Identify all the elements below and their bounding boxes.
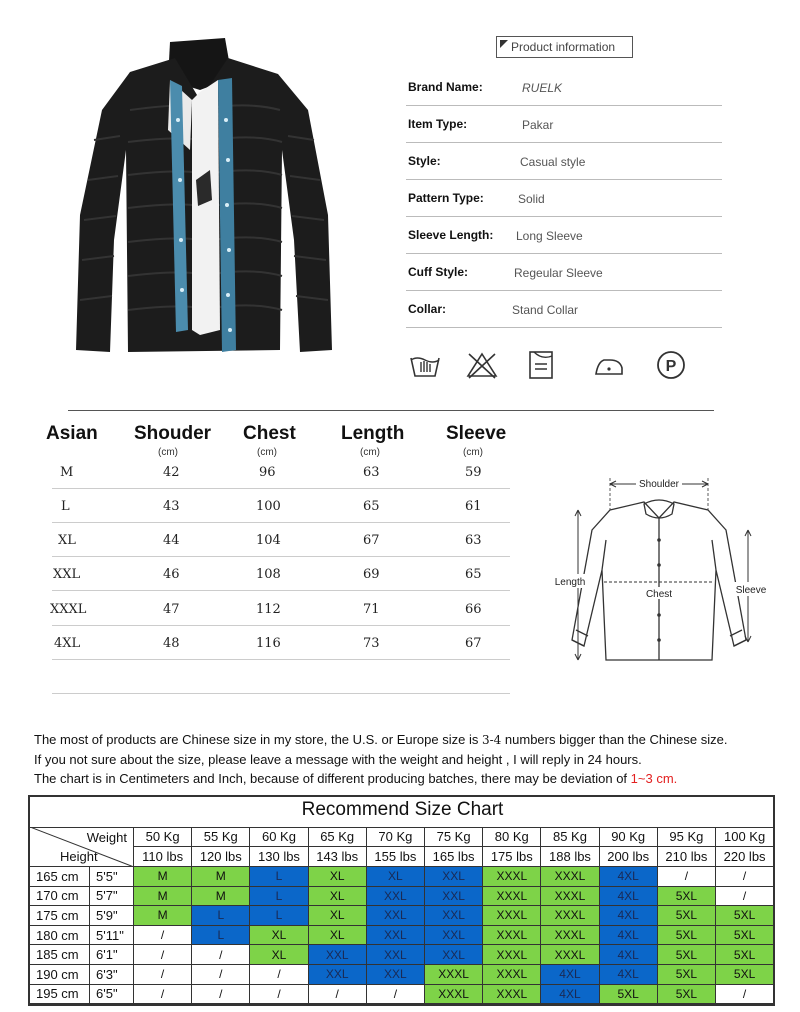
hand-wash-icon bbox=[408, 348, 442, 382]
size-recommendation-cell: XXXL bbox=[483, 887, 541, 907]
size-cell: 67 bbox=[363, 533, 380, 548]
weight-kg-header: 60 Kg bbox=[250, 827, 308, 847]
weight-kg-header: 50 Kg bbox=[134, 827, 192, 847]
size-recommendation-cell: 5XL bbox=[716, 965, 774, 985]
size-recommendation-cell: XL bbox=[309, 887, 367, 907]
height-ft-cell: 5'11" bbox=[90, 926, 134, 946]
weight-label: Weight bbox=[86, 830, 127, 845]
size-cell: 42 bbox=[163, 465, 180, 480]
info-value: Regeular Sleeve bbox=[514, 266, 603, 280]
size-recommendation-cell: / bbox=[658, 867, 716, 887]
info-value: Solid bbox=[518, 192, 545, 206]
weight-kg-header: 75 Kg bbox=[425, 827, 483, 847]
size-recommendation-cell: / bbox=[716, 867, 774, 887]
size-cell: 65 bbox=[363, 499, 380, 514]
weight-kg-header: 95 Kg bbox=[658, 827, 716, 847]
size-cell: 112 bbox=[256, 602, 281, 617]
size-cell: 59 bbox=[465, 465, 482, 480]
note-text: The most of products are Chinese size in my store, the U.S. or Europe size is bbox=[34, 732, 482, 747]
size-recommendation-cell: 4XL bbox=[600, 965, 658, 985]
height-ft-cell: 5'5" bbox=[90, 867, 134, 887]
size-recommendation-cell: XXL bbox=[425, 945, 483, 965]
size-recommendation-cell: 5XL bbox=[658, 887, 716, 907]
size-recommendation-cell: 5XL bbox=[658, 945, 716, 965]
col-header-length: Length bbox=[341, 423, 405, 444]
size-recommendation-cell: XXXL bbox=[541, 926, 599, 946]
unit-label: (cm) bbox=[158, 447, 178, 458]
height-ft-cell: 6'5" bbox=[90, 985, 134, 1005]
size-recommendation-cell: XXXL bbox=[541, 906, 599, 926]
size-cell: 65 bbox=[465, 567, 482, 582]
info-value: Casual style bbox=[520, 155, 586, 169]
height-cm-cell: 185 cm bbox=[30, 945, 90, 965]
height-label: Height bbox=[60, 849, 98, 864]
row-divider bbox=[52, 590, 510, 591]
no-bleach-icon bbox=[465, 348, 499, 382]
size-cell: 63 bbox=[363, 465, 380, 480]
size-recommendation-cell: / bbox=[134, 945, 192, 965]
corner-mark-icon bbox=[500, 40, 508, 48]
size-recommendation-cell: XXXL bbox=[541, 945, 599, 965]
shoulder-label: Shoulder bbox=[638, 479, 680, 490]
size-recommendation-cell: M bbox=[134, 867, 192, 887]
size-recommendation-cell: 4XL bbox=[600, 926, 658, 946]
info-key: Brand Name: bbox=[408, 80, 483, 94]
size-recommendation-cell: L bbox=[250, 906, 308, 926]
size-recommendation-cell: 5XL bbox=[658, 906, 716, 926]
size-cell: 61 bbox=[465, 499, 482, 514]
size-recommendation-cell: / bbox=[309, 985, 367, 1005]
height-cm-cell: 170 cm bbox=[30, 887, 90, 907]
weight-lbs-header: 188 lbs bbox=[541, 847, 599, 867]
size-recommendation-cell: 5XL bbox=[716, 945, 774, 965]
height-cm-cell: 195 cm bbox=[30, 985, 90, 1005]
height-cm-cell: 190 cm bbox=[30, 965, 90, 985]
weight-lbs-header: 143 lbs bbox=[309, 847, 367, 867]
height-ft-cell: 6'3" bbox=[90, 965, 134, 985]
size-recommendation-cell: 4XL bbox=[600, 867, 658, 887]
section-divider bbox=[68, 410, 714, 411]
size-cell: XXXL bbox=[50, 602, 87, 617]
size-recommendation-cell: XXXL bbox=[483, 926, 541, 946]
row-divider bbox=[52, 522, 510, 523]
size-recommendation-cell: M bbox=[134, 887, 192, 907]
size-recommendation-cell: 4XL bbox=[541, 965, 599, 985]
note-number: 3-4 bbox=[481, 733, 502, 747]
size-cell: 46 bbox=[163, 567, 180, 582]
weight-lbs-header: 200 lbs bbox=[600, 847, 658, 867]
info-value: Pakar bbox=[522, 118, 554, 132]
unit-label: (cm) bbox=[463, 447, 483, 458]
size-cell: 66 bbox=[465, 602, 482, 617]
row-divider bbox=[52, 488, 510, 489]
weight-lbs-header: 130 lbs bbox=[250, 847, 308, 867]
info-key: Pattern Type: bbox=[408, 191, 484, 205]
info-key: Sleeve Length: bbox=[408, 228, 494, 242]
size-recommendation-cell: 4XL bbox=[600, 906, 658, 926]
recommend-chart-title: Recommend Size Chart bbox=[301, 799, 504, 820]
col-header-chest: Chest bbox=[243, 423, 296, 444]
info-key: Style: bbox=[408, 154, 441, 168]
note-text: The chart is in Centimeters and Inch, because of different producing batches, there may be deviation of bbox=[34, 771, 631, 786]
size-recommendation-cell: XXL bbox=[309, 945, 367, 965]
recommend-size-chart bbox=[28, 795, 775, 1006]
size-recommendation-cell: XXXL bbox=[425, 965, 483, 985]
size-recommendation-cell: XXL bbox=[367, 906, 425, 926]
size-recommendation-cell: XXXL bbox=[425, 985, 483, 1005]
size-recommendation-cell: L bbox=[192, 926, 250, 946]
size-recommendation-cell: XXL bbox=[367, 887, 425, 907]
info-value: RUELK bbox=[522, 81, 563, 95]
weight-lbs-header: 220 lbs bbox=[716, 847, 774, 867]
info-value: Long Sleeve bbox=[516, 229, 583, 243]
size-cell: 63 bbox=[465, 533, 482, 548]
size-cell: 71 bbox=[363, 602, 380, 617]
info-row-collar bbox=[406, 291, 722, 328]
size-recommendation-cell: M bbox=[192, 887, 250, 907]
size-recommendation-cell: XXXL bbox=[483, 985, 541, 1005]
size-recommendation-cell: / bbox=[192, 945, 250, 965]
size-note-line-2: If you not sure about the size, please leave a message with the weight and height , I will reply in 24 hours. bbox=[34, 752, 642, 767]
size-recommendation-cell: XXL bbox=[425, 867, 483, 887]
size-recommendation-cell: XL bbox=[250, 945, 308, 965]
weight-kg-header: 85 Kg bbox=[541, 827, 599, 847]
size-recommendation-cell: 5XL bbox=[716, 926, 774, 946]
dry-clean-icon bbox=[654, 348, 688, 382]
size-recommendation-cell: XXXL bbox=[541, 867, 599, 887]
size-recommendation-cell: L bbox=[250, 867, 308, 887]
size-recommendation-cell: 4XL bbox=[600, 887, 658, 907]
weight-kg-header: 55 Kg bbox=[192, 827, 250, 847]
height-ft-cell: 5'9" bbox=[90, 906, 134, 926]
size-recommendation-cell: / bbox=[192, 985, 250, 1005]
iron-icon bbox=[592, 348, 626, 382]
size-recommendation-cell: / bbox=[134, 965, 192, 985]
size-recommendation-cell: XXL bbox=[367, 945, 425, 965]
size-recommendation-cell: / bbox=[250, 985, 308, 1005]
size-recommendation-cell: / bbox=[134, 985, 192, 1005]
note-text: numbers bigger than the Chinese size. bbox=[501, 732, 728, 747]
info-key: Item Type: bbox=[408, 117, 468, 131]
unit-label: (cm) bbox=[257, 447, 277, 458]
weight-kg-header: 65 Kg bbox=[309, 827, 367, 847]
size-recommendation-cell: XXL bbox=[425, 887, 483, 907]
height-ft-cell: 5'7" bbox=[90, 887, 134, 907]
size-recommendation-cell: XL bbox=[309, 926, 367, 946]
col-header-shoulder: Shouder bbox=[134, 423, 212, 444]
size-cell: XXL bbox=[53, 567, 81, 582]
size-recommendation-cell: M bbox=[192, 867, 250, 887]
sleeve-label: Sleeve bbox=[735, 585, 767, 596]
size-cell: 47 bbox=[163, 602, 180, 617]
row-divider bbox=[52, 659, 510, 660]
info-key: Cuff Style: bbox=[408, 265, 468, 279]
info-row-brand bbox=[406, 69, 722, 106]
size-cell: 67 bbox=[465, 636, 482, 651]
row-divider bbox=[52, 556, 510, 557]
tumble-dry-icon bbox=[524, 348, 558, 382]
info-key: Collar: bbox=[408, 302, 447, 316]
size-recommendation-cell: 5XL bbox=[716, 906, 774, 926]
size-recommendation-cell: M bbox=[134, 906, 192, 926]
size-cell: 100 bbox=[256, 499, 281, 514]
jacket-photo bbox=[50, 30, 350, 360]
size-recommendation-cell: XL bbox=[367, 867, 425, 887]
size-recommendation-cell: XL bbox=[250, 926, 308, 946]
size-cell: L bbox=[61, 499, 70, 514]
size-cell: 69 bbox=[363, 567, 380, 582]
weight-kg-header: 70 Kg bbox=[367, 827, 425, 847]
weight-height-corner bbox=[30, 827, 134, 867]
size-recommendation-cell: / bbox=[367, 985, 425, 1005]
svg-text:P: P bbox=[665, 358, 677, 375]
size-recommendation-cell: L bbox=[192, 906, 250, 926]
size-recommendation-cell: / bbox=[716, 887, 774, 907]
unit-label: (cm) bbox=[360, 447, 380, 458]
size-cell: 4XL bbox=[54, 636, 81, 651]
size-cell: 48 bbox=[163, 636, 180, 651]
size-recommendation-cell: 5XL bbox=[658, 985, 716, 1005]
size-recommendation-cell: / bbox=[250, 965, 308, 985]
size-recommendation-cell: 4XL bbox=[600, 945, 658, 965]
size-recommendation-cell: XL bbox=[309, 906, 367, 926]
weight-lbs-header: 110 lbs bbox=[134, 847, 192, 867]
size-recommendation-cell: XXXL bbox=[483, 906, 541, 926]
info-value: Stand Collar bbox=[512, 303, 579, 317]
size-recommendation-cell: XXXL bbox=[483, 945, 541, 965]
size-cell: 104 bbox=[256, 533, 281, 548]
col-header-sleeve: Sleeve bbox=[446, 423, 507, 444]
size-recommendation-cell: XXL bbox=[425, 906, 483, 926]
info-row-pattern bbox=[406, 180, 722, 217]
size-cell: 108 bbox=[256, 567, 281, 582]
weight-lbs-header: 175 lbs bbox=[483, 847, 541, 867]
row-divider bbox=[52, 693, 510, 694]
note-deviation: 1~3 cm. bbox=[630, 771, 678, 786]
weight-lbs-header: 165 lbs bbox=[425, 847, 483, 867]
size-cell: 96 bbox=[259, 465, 276, 480]
weight-kg-header: 80 Kg bbox=[483, 827, 541, 847]
weight-lbs-header: 120 lbs bbox=[192, 847, 250, 867]
info-row-sleeve-length bbox=[406, 217, 722, 254]
size-recommendation-cell: L bbox=[250, 887, 308, 907]
size-recommendation-cell: XXL bbox=[425, 926, 483, 946]
size-recommendation-cell: / bbox=[192, 965, 250, 985]
row-divider bbox=[52, 625, 510, 626]
height-cm-cell: 175 cm bbox=[30, 906, 90, 926]
height-ft-cell: 6'1" bbox=[90, 945, 134, 965]
weight-kg-header: 90 Kg bbox=[600, 827, 658, 847]
size-note-line-3 bbox=[34, 771, 677, 786]
size-recommendation-cell: XXXL bbox=[483, 867, 541, 887]
size-recommendation-cell: XXL bbox=[367, 965, 425, 985]
weight-kg-header: 100 Kg bbox=[716, 827, 774, 847]
size-cell: 73 bbox=[363, 636, 380, 651]
size-cell: XL bbox=[58, 533, 76, 548]
size-recommendation-cell: XXL bbox=[367, 926, 425, 946]
size-cell: 44 bbox=[163, 533, 180, 548]
measurement-diagram bbox=[548, 470, 770, 670]
info-row-style bbox=[406, 143, 722, 180]
chest-label: Chest bbox=[645, 589, 673, 600]
size-recommendation-cell: 4XL bbox=[541, 985, 599, 1005]
info-row-item-type bbox=[406, 106, 722, 143]
size-recommendation-cell: XL bbox=[309, 867, 367, 887]
size-note-line-1 bbox=[34, 732, 727, 747]
height-cm-cell: 180 cm bbox=[30, 926, 90, 946]
product-info-title bbox=[496, 36, 633, 58]
length-label: Length bbox=[554, 577, 586, 588]
product-info-title-text: Product information bbox=[511, 40, 616, 54]
size-cell: 116 bbox=[256, 636, 281, 651]
size-recommendation-cell: 5XL bbox=[658, 965, 716, 985]
info-row-cuff bbox=[406, 254, 722, 291]
size-recommendation-cell: 5XL bbox=[658, 926, 716, 946]
height-cm-cell: 165 cm bbox=[30, 867, 90, 887]
size-recommendation-cell: XXXL bbox=[541, 887, 599, 907]
size-recommendation-cell: / bbox=[716, 985, 774, 1005]
size-recommendation-cell: 5XL bbox=[600, 985, 658, 1005]
size-cell: 43 bbox=[163, 499, 180, 514]
col-header-asian: Asian bbox=[46, 423, 98, 444]
size-recommendation-cell: / bbox=[134, 926, 192, 946]
size-recommendation-cell: XXXL bbox=[483, 965, 541, 985]
weight-lbs-header: 210 lbs bbox=[658, 847, 716, 867]
size-recommendation-cell: XXL bbox=[309, 965, 367, 985]
weight-lbs-header: 155 lbs bbox=[367, 847, 425, 867]
size-cell: M bbox=[60, 465, 74, 480]
